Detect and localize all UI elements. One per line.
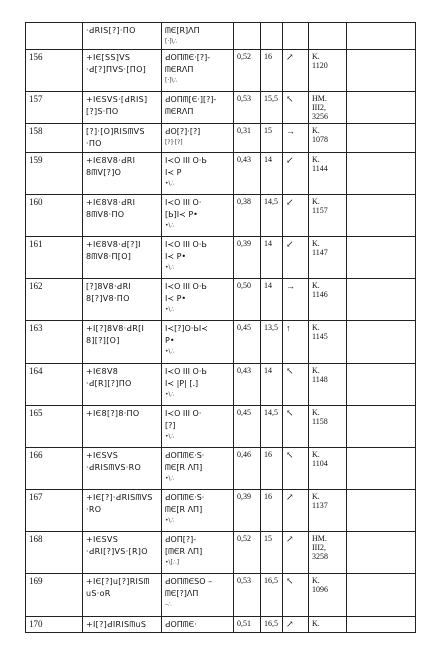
diameter-value: 13,5 xyxy=(261,321,283,364)
reference-line: 1104 xyxy=(312,459,328,468)
legend-line: +IЄ8[?]8·ПО xyxy=(86,409,140,418)
legend-line: ·ԀRIS[?]·ПО xyxy=(86,26,136,35)
obverse-legend xyxy=(83,153,162,195)
weight-value: 0,53 xyxy=(234,574,261,617)
reverse-ornament: •\∴ xyxy=(165,264,175,271)
notes-cell xyxy=(347,23,416,50)
reference-line: K. xyxy=(312,492,320,501)
obverse-legend xyxy=(83,532,162,574)
reverse-legend xyxy=(162,195,234,237)
reverse-legend xyxy=(162,153,234,195)
legend-line: +IЄ8V8·Ԁ[?]I xyxy=(86,240,141,249)
legend-line: +IЄ[?]·ԀRISᗰVS xyxy=(86,493,153,502)
die-axis-arrow-icon: ↗ xyxy=(283,490,309,532)
reference-line: III2, xyxy=(312,543,326,552)
die-axis-arrow-icon: ↗ xyxy=(283,617,309,633)
die-axis-arrow-icon: ↖ xyxy=(283,406,309,448)
legend-line: +IЄ[SS]VS xyxy=(86,53,131,62)
table-body xyxy=(26,23,416,633)
reference-line: 1158 xyxy=(312,417,328,426)
reference-line: 1078 xyxy=(312,135,328,144)
reverse-legend xyxy=(162,124,234,153)
reverse-legend xyxy=(162,23,234,50)
obverse-legend xyxy=(83,406,162,448)
legend-line: [?]8V8·ԀRI xyxy=(86,282,132,291)
diameter-value xyxy=(261,23,283,50)
table-row xyxy=(26,448,416,490)
catalog-number: 157 xyxy=(26,92,83,124)
legend-line: 8[?]V8·ПО xyxy=(86,294,130,303)
reference-line: K. xyxy=(312,619,320,628)
reverse-line: I≺О III О·Ь xyxy=(165,282,207,291)
obverse-legend xyxy=(83,448,162,490)
catalog-number: 168 xyxy=(26,532,83,574)
notes-cell xyxy=(347,574,416,617)
weight-value: 0,53 xyxy=(234,92,261,124)
reference-line: 1120 xyxy=(312,61,328,70)
reference-line: K. xyxy=(312,197,320,206)
notes-cell xyxy=(347,321,416,364)
legend-line: +IЄ8V8·ԀRI xyxy=(86,198,136,207)
reverse-line: I≺О III О·Ь xyxy=(165,367,207,376)
notes-cell xyxy=(347,279,416,321)
reference-line: 3258 xyxy=(312,552,328,561)
obverse-legend xyxy=(83,321,162,364)
reverse-line: I≺О III О· xyxy=(165,409,202,418)
reverse-line: ԀОП[?]- xyxy=(165,535,197,544)
notes-cell xyxy=(347,406,416,448)
reverse-line: [Ь]I≺ Р• xyxy=(165,210,198,219)
reverse-line: I≺ |Р| [.] xyxy=(165,379,199,388)
table-row xyxy=(26,195,416,237)
table-row xyxy=(26,153,416,195)
collection-reference xyxy=(309,532,347,574)
notes-cell xyxy=(347,617,416,633)
table-row xyxy=(26,406,416,448)
diameter-value: 15 xyxy=(261,532,283,574)
legend-line: ·Ԁ[R][?]ПО xyxy=(86,379,132,388)
legend-line: 8ᗰV8·ПО xyxy=(86,210,125,219)
weight-value: 0,43 xyxy=(234,153,261,195)
table-row xyxy=(26,279,416,321)
table-row xyxy=(26,50,416,92)
weight-value xyxy=(234,23,261,50)
catalog-number xyxy=(26,23,83,50)
table-row xyxy=(26,321,416,364)
reverse-line: ᗰЄ[R ΛП] xyxy=(165,463,203,472)
weight-value: 0,38 xyxy=(234,195,261,237)
legend-line: [?]S·ПО xyxy=(86,107,119,116)
diameter-value: 16 xyxy=(261,50,283,92)
catalog-number: 162 xyxy=(26,279,83,321)
reverse-ornament: •\[∴] xyxy=(165,559,180,566)
reverse-ornament: •\∴ xyxy=(165,391,175,398)
weight-value: 0,43 xyxy=(234,364,261,406)
catalog-number: 165 xyxy=(26,406,83,448)
reverse-legend xyxy=(162,574,234,617)
legend-line: +I[?]8V8·ԀR[I xyxy=(86,324,145,333)
obverse-legend xyxy=(83,364,162,406)
reference-line: 1145 xyxy=(312,332,328,341)
reverse-legend xyxy=(162,279,234,321)
reverse-line: I≺ Р• xyxy=(165,252,187,261)
obverse-legend xyxy=(83,50,162,92)
reference-line: K. xyxy=(312,323,320,332)
reverse-ornament: •\∴ xyxy=(165,222,175,229)
diameter-value: 16,5 xyxy=(261,574,283,617)
diameter-value: 14,5 xyxy=(261,406,283,448)
reverse-legend xyxy=(162,490,234,532)
reverse-line: I≺ Р xyxy=(165,168,182,177)
reverse-ornament: •\∴ xyxy=(165,348,175,355)
catalog-number: 170 xyxy=(26,617,83,633)
obverse-legend xyxy=(83,195,162,237)
obverse-legend xyxy=(83,124,162,153)
legend-line: +IЄ[?]u[?]RISᗰ xyxy=(86,577,150,586)
legend-line: [?]·[О]RISᗰVS xyxy=(86,127,145,136)
collection-reference xyxy=(309,23,347,50)
weight-value: 0,51 xyxy=(234,617,261,633)
legend-line: +IЄ8V8·ԀRI xyxy=(86,156,136,165)
reference-line: 1137 xyxy=(312,501,328,510)
reverse-line: I≺О III О·Ь xyxy=(165,156,207,165)
collection-reference xyxy=(309,153,347,195)
catalog-number: 161 xyxy=(26,237,83,279)
reverse-line: ԀОПᗰЄ·S· xyxy=(165,451,205,460)
reverse-ornament: •\∴ xyxy=(165,475,175,482)
reverse-line: ԀОПᗰЄ·S· xyxy=(165,493,205,502)
legend-line: uS·оR xyxy=(86,589,111,598)
collection-reference xyxy=(309,364,347,406)
reference-line: 1146 xyxy=(312,290,328,299)
diameter-value: 16 xyxy=(261,490,283,532)
reverse-line: ԀОПᗰЄ· xyxy=(165,620,197,629)
diameter-value: 14 xyxy=(261,153,283,195)
legend-line: ·ԀRISᗰVS·RО xyxy=(86,463,142,472)
legend-line: 8][?][О] xyxy=(86,336,120,345)
reverse-legend xyxy=(162,406,234,448)
diameter-value: 14 xyxy=(261,364,283,406)
notes-cell xyxy=(347,195,416,237)
reverse-line: I≺ Р• xyxy=(165,294,187,303)
notes-cell xyxy=(347,237,416,279)
legend-line: 8ᗰV8·П[О] xyxy=(86,252,132,261)
weight-value: 0,45 xyxy=(234,321,261,364)
weight-value: 0,52 xyxy=(234,532,261,574)
weight-value: 0,50 xyxy=(234,279,261,321)
diameter-value: 16,5 xyxy=(261,617,283,633)
coin-catalog-table xyxy=(25,22,416,633)
notes-cell xyxy=(347,92,416,124)
reference-line: K. xyxy=(312,155,320,164)
collection-reference xyxy=(309,490,347,532)
reference-line: HM. xyxy=(312,534,327,543)
reference-line: 1147 xyxy=(312,248,328,257)
reverse-ornament: [·]\∴ xyxy=(165,77,178,84)
diameter-value: 14 xyxy=(261,237,283,279)
notes-cell xyxy=(347,448,416,490)
weight-value: 0,39 xyxy=(234,237,261,279)
weight-value: 0,52 xyxy=(234,50,261,92)
reference-line: 1157 xyxy=(312,206,328,215)
die-axis-arrow-icon: ↙ xyxy=(283,195,309,237)
die-axis-arrow-icon: ↖ xyxy=(283,92,309,124)
catalog-number: 159 xyxy=(26,153,83,195)
reference-line: HM. xyxy=(312,94,327,103)
table-row xyxy=(26,23,416,50)
die-axis-arrow-icon: ↗ xyxy=(283,532,309,574)
collection-reference xyxy=(309,321,347,364)
reverse-ornament: •\∴ xyxy=(165,517,175,524)
reverse-legend xyxy=(162,237,234,279)
reverse-legend xyxy=(162,92,234,124)
weight-value: 0,45 xyxy=(234,406,261,448)
weight-value: 0,46 xyxy=(234,448,261,490)
table-row xyxy=(26,532,416,574)
reference-line: K. xyxy=(312,408,320,417)
legend-line: 8ᗰV[?]О xyxy=(86,168,122,177)
die-axis-arrow-icon: → xyxy=(283,124,309,153)
reverse-line: ԀОПᗰЄSО – xyxy=(165,577,213,586)
die-axis-arrow-icon: ↙ xyxy=(283,237,309,279)
catalog-number: 156 xyxy=(26,50,83,92)
die-axis-arrow-icon: ↖ xyxy=(283,364,309,406)
reverse-ornament: –∴ xyxy=(165,601,172,608)
table-row xyxy=(26,364,416,406)
reference-line: K. xyxy=(312,52,320,61)
die-axis-arrow-icon: ↖ xyxy=(283,574,309,617)
reverse-line: ԀО[?]·[?] xyxy=(165,127,201,136)
die-axis-arrow-icon: ↙ xyxy=(283,153,309,195)
collection-reference xyxy=(309,124,347,153)
die-axis-arrow-icon: ↗ xyxy=(283,50,309,92)
diameter-value: 16 xyxy=(261,448,283,490)
reverse-legend xyxy=(162,617,234,633)
notes-cell xyxy=(347,364,416,406)
legend-line: ·ԀRI[?]VS·[R]О xyxy=(86,547,148,556)
reverse-ornament: [·]\∴ xyxy=(165,38,178,45)
diameter-value: 14,5 xyxy=(261,195,283,237)
reference-line: K. xyxy=(312,126,320,135)
legend-line: +IЄ8V8 xyxy=(86,367,119,376)
reverse-line: ᗰЄ[R ΛП] xyxy=(165,505,203,514)
reverse-legend xyxy=(162,50,234,92)
collection-reference xyxy=(309,237,347,279)
catalog-number: 160 xyxy=(26,195,83,237)
diameter-value: 15,5 xyxy=(261,92,283,124)
reverse-line: I≺О III О·Ь xyxy=(165,240,207,249)
reverse-line: ᗰЄRΛП xyxy=(165,107,194,116)
table-row xyxy=(26,617,416,633)
table-row xyxy=(26,490,416,532)
collection-reference xyxy=(309,195,347,237)
obverse-legend xyxy=(83,23,162,50)
reverse-legend xyxy=(162,532,234,574)
catalog-number: 166 xyxy=(26,448,83,490)
reference-line: III2, xyxy=(312,103,326,112)
notes-cell xyxy=(347,50,416,92)
reference-line: 3256 xyxy=(312,112,328,121)
reference-line: K. xyxy=(312,239,320,248)
reference-line: K. xyxy=(312,366,320,375)
catalog-number: 167 xyxy=(26,490,83,532)
reverse-line: ԀОПᗰЄ·[?]- xyxy=(165,53,211,62)
catalog-number: 158 xyxy=(26,124,83,153)
reference-line: 1144 xyxy=(312,164,328,173)
notes-cell xyxy=(347,124,416,153)
collection-reference xyxy=(309,50,347,92)
weight-value: 0,39 xyxy=(234,490,261,532)
catalog-number: 164 xyxy=(26,364,83,406)
obverse-legend xyxy=(83,490,162,532)
collection-reference xyxy=(309,92,347,124)
reverse-ornament: •\∴ xyxy=(165,306,175,313)
obverse-legend xyxy=(83,237,162,279)
table-row xyxy=(26,237,416,279)
notes-cell xyxy=(347,153,416,195)
collection-reference xyxy=(309,406,347,448)
reverse-legend xyxy=(162,364,234,406)
obverse-legend xyxy=(83,617,162,633)
reverse-line: Р• xyxy=(165,336,175,345)
catalog-number: 163 xyxy=(26,321,83,364)
obverse-legend xyxy=(83,92,162,124)
reverse-line: [?] xyxy=(165,421,176,430)
diameter-value: 15 xyxy=(261,124,283,153)
reverse-ornament: •\∴ xyxy=(165,433,175,440)
collection-reference xyxy=(309,448,347,490)
die-axis-arrow-icon xyxy=(283,23,309,50)
reverse-line: I≺О III О· xyxy=(165,198,202,207)
reverse-line: ᗰЄ[R]ΛП xyxy=(165,26,200,35)
die-axis-arrow-icon: ↑ xyxy=(283,321,309,364)
table-row xyxy=(26,124,416,153)
obverse-legend xyxy=(83,279,162,321)
notes-cell xyxy=(347,532,416,574)
reverse-line: ԀОПᗰ[Є·][?]- xyxy=(165,95,217,104)
legend-line: ·ПО xyxy=(86,139,102,148)
reverse-line: ᗰЄ[?]ΛП xyxy=(165,589,199,598)
table-row xyxy=(26,92,416,124)
reference-line: 1096 xyxy=(312,585,328,594)
reverse-ornament: [?]·[?] xyxy=(165,139,183,146)
collection-reference xyxy=(309,279,347,321)
collection-reference xyxy=(309,574,347,617)
reverse-ornament: •\∴ xyxy=(165,180,175,187)
reference-line: K. xyxy=(312,281,320,290)
collection-reference xyxy=(309,617,347,633)
reference-line: K. xyxy=(312,576,320,585)
table-row xyxy=(26,574,416,617)
reverse-legend xyxy=(162,321,234,364)
legend-line: +IЄSVS·[ԀRIS] xyxy=(86,95,148,104)
notes-cell xyxy=(347,490,416,532)
die-axis-arrow-icon: → xyxy=(283,279,309,321)
catalog-number: 169 xyxy=(26,574,83,617)
reverse-line: I≺[?]О·ЬI≺ xyxy=(165,324,208,333)
reverse-line: [ᗰЄR ΛП] xyxy=(165,547,203,556)
legend-line: +I[?]ԀIRISᗰuS xyxy=(86,620,147,629)
diameter-value: 14 xyxy=(261,279,283,321)
reference-line: 1148 xyxy=(312,375,328,384)
obverse-legend xyxy=(83,574,162,617)
legend-line: +IЄSVS xyxy=(86,535,119,544)
reverse-line: ᗰЄRΛП xyxy=(165,65,194,74)
legend-line: ·Ԁ[?]ПVS·[ПО] xyxy=(86,65,147,74)
reference-line: K. xyxy=(312,450,320,459)
die-axis-arrow-icon: ↖ xyxy=(283,448,309,490)
reverse-legend xyxy=(162,448,234,490)
weight-value: 0,31 xyxy=(234,124,261,153)
legend-line: +IЄSVS xyxy=(86,451,119,460)
legend-line: ·RО xyxy=(86,505,102,514)
